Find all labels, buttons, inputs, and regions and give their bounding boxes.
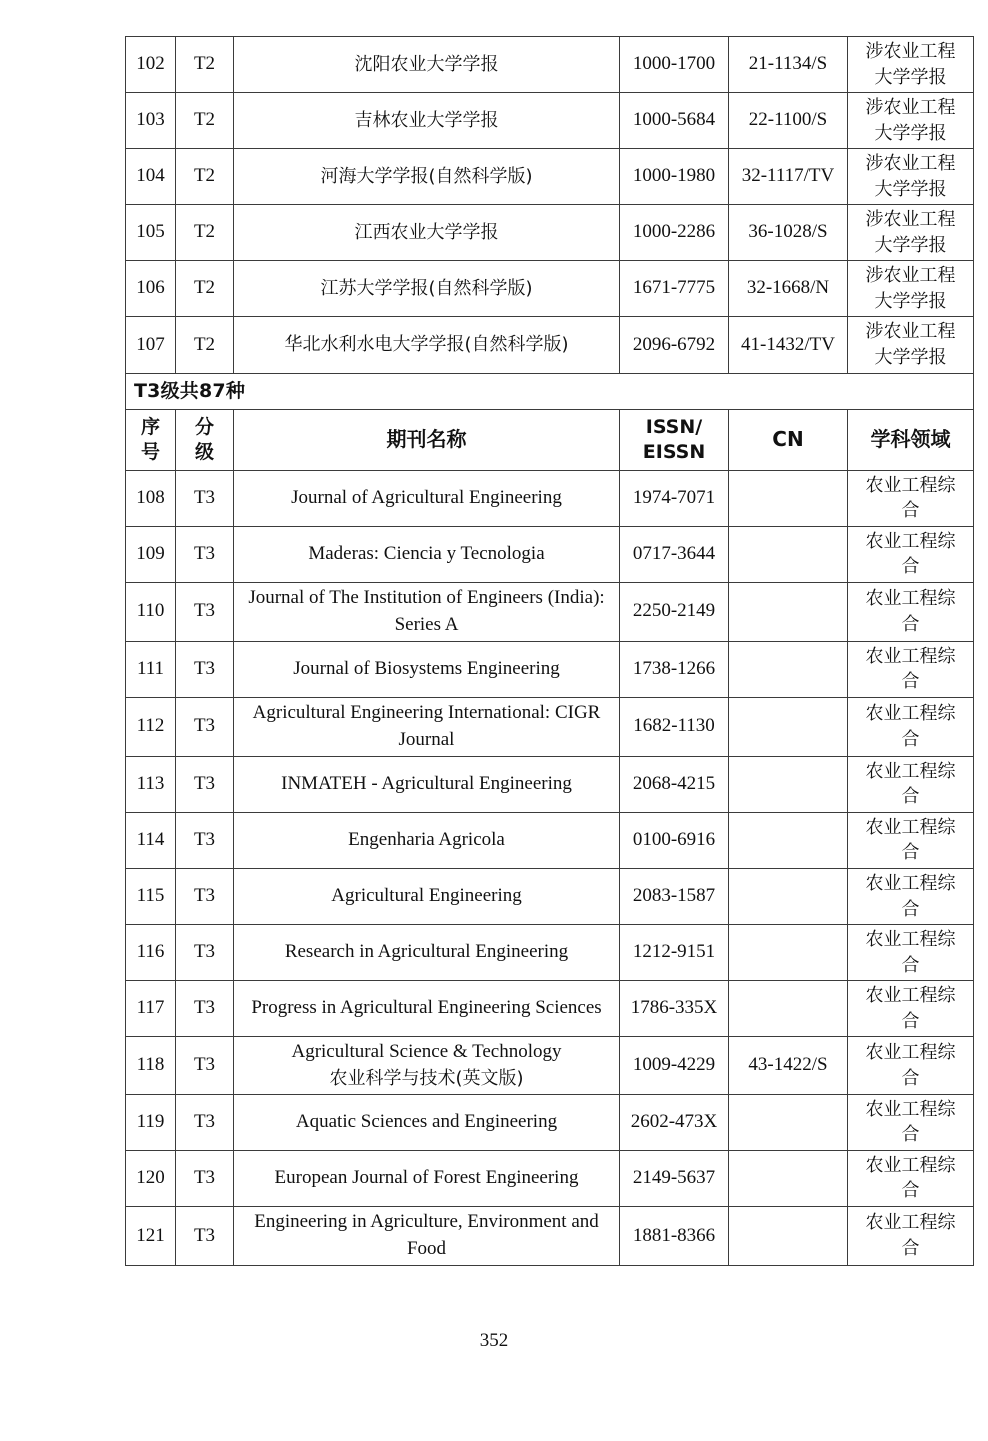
- section-title-row: [126, 373, 974, 409]
- cell-sequence-number: 115: [126, 869, 176, 925]
- cell-cn-number: 21-1134/S: [729, 37, 848, 93]
- cell-cn-number: [729, 756, 848, 812]
- cell-issn: 2083-1587: [620, 869, 729, 925]
- cell-grade-level: T3: [176, 1094, 234, 1150]
- multiline-text: [851, 759, 970, 810]
- cell-issn: 0100-6916: [620, 812, 729, 868]
- text-line: 大学学报: [874, 178, 947, 200]
- multiline-text: [851, 1040, 970, 1091]
- text-line: 农业工程综: [865, 873, 956, 895]
- cell-subject-field: [848, 37, 974, 93]
- cell-subject-field: [848, 981, 974, 1037]
- text-line: 涉农业工程: [865, 97, 956, 119]
- text-line: 农业工程综: [865, 1098, 956, 1120]
- text-line: 合: [901, 842, 920, 864]
- cell-subject-field: [848, 925, 974, 981]
- table-row: [126, 149, 974, 205]
- cell-grade-level: T2: [176, 317, 234, 373]
- cell-journal-name: Maderas: Ciencia y Tecnologia: [234, 526, 620, 582]
- text-line: 合: [901, 1180, 920, 1202]
- cell-grade-level: T2: [176, 205, 234, 261]
- multiline-text: [851, 815, 970, 866]
- text-line: 涉农业工程: [865, 153, 956, 175]
- text-line: 合: [901, 728, 920, 750]
- text-line: 大学学报: [874, 66, 947, 88]
- cell-issn: 1000-5684: [620, 93, 729, 149]
- multiline-text: [851, 586, 970, 637]
- cell-issn: 2149-5637: [620, 1150, 729, 1206]
- cell-subject-field: [848, 261, 974, 317]
- text-line: EISSN: [642, 440, 706, 463]
- cell-journal-name: 江苏大学学报(自然科学版): [234, 261, 620, 317]
- table-row: [126, 582, 974, 641]
- cell-cn-number: [729, 526, 848, 582]
- cell-issn: 1974-7071: [620, 470, 729, 526]
- text-line: 序: [140, 415, 160, 438]
- cell-journal-name: 吉林农业大学学报: [234, 93, 620, 149]
- cell-grade-level: T2: [176, 37, 234, 93]
- cell-journal-name: [234, 1037, 620, 1095]
- cell-grade-level: T3: [176, 756, 234, 812]
- cell-grade-level: T3: [176, 1150, 234, 1206]
- cell-issn: 1786-335X: [620, 981, 729, 1037]
- table-row: [126, 697, 974, 756]
- text-line: Food: [406, 1237, 447, 1259]
- cell-issn: 1009-4229: [620, 1037, 729, 1095]
- cell-issn: 1000-1980: [620, 149, 729, 205]
- cell-cn-number: [729, 812, 848, 868]
- cell-grade-level: T3: [176, 641, 234, 697]
- text-line: 合: [901, 556, 920, 578]
- cell-grade-level: T3: [176, 869, 234, 925]
- table-row: [126, 93, 974, 149]
- text-line: 合: [901, 613, 920, 635]
- cell-grade-level: T2: [176, 149, 234, 205]
- multiline-text: [851, 701, 970, 752]
- multiline-text: [851, 95, 970, 146]
- text-line: 号: [140, 440, 160, 463]
- cell-sequence-number: 110: [126, 582, 176, 641]
- multiline-text: [179, 415, 230, 465]
- text-line: 农业工程综: [865, 1212, 956, 1234]
- cell-subject-field: [848, 526, 974, 582]
- cell-issn: 1212-9151: [620, 925, 729, 981]
- table-row: [126, 526, 974, 582]
- text-line: Journal: [398, 728, 455, 750]
- cell-sequence-number: 117: [126, 981, 176, 1037]
- cell-grade-level: T3: [176, 1207, 234, 1266]
- multiline-text: [851, 263, 970, 314]
- cell-cn-number: 43-1422/S: [729, 1037, 848, 1095]
- text-line: 农业工程综: [865, 530, 956, 552]
- cell-grade-level: T2: [176, 261, 234, 317]
- cell-sequence-number: 114: [126, 812, 176, 868]
- table-row: [126, 641, 974, 697]
- cell-grade-level: T3: [176, 1037, 234, 1095]
- cell-cn-number: [729, 869, 848, 925]
- cell-cn-number: [729, 981, 848, 1037]
- multiline-text: [623, 415, 725, 465]
- cell-issn: 1671-7775: [620, 261, 729, 317]
- multiline-text: [851, 1153, 970, 1204]
- cell-grade-level: T3: [176, 925, 234, 981]
- page-number: 352: [479, 1330, 509, 1351]
- text-line: 合: [901, 954, 920, 976]
- cell-cn-number: 32-1668/N: [729, 261, 848, 317]
- text-line: 农业工程综: [865, 645, 956, 667]
- cell-sequence-number: 120: [126, 1150, 176, 1206]
- cell-issn: 1000-1700: [620, 37, 729, 93]
- text-line: 农业工程综: [865, 929, 956, 951]
- text-line: 农业工程综: [865, 474, 956, 496]
- text-line: 农业工程综: [865, 1154, 956, 1176]
- text-line: Series A: [394, 613, 459, 635]
- cell-sequence-number: 119: [126, 1094, 176, 1150]
- column-header-seq: [126, 409, 176, 470]
- cell-sequence-number: 105: [126, 205, 176, 261]
- text-line: 合: [901, 671, 920, 693]
- cell-journal-name: Journal of Agricultural Engineering: [234, 470, 620, 526]
- text-line: 合: [901, 786, 920, 808]
- cell-grade-level: T3: [176, 697, 234, 756]
- text-line: Engineering in Agriculture, Environment and: [254, 1211, 599, 1233]
- cell-journal-name: 沈阳农业大学学报: [234, 37, 620, 93]
- cell-journal-name: Aquatic Sciences and Engineering: [234, 1094, 620, 1150]
- cell-cn-number: 32-1117/TV: [729, 149, 848, 205]
- cell-grade-level: T3: [176, 526, 234, 582]
- table-row: [126, 37, 974, 93]
- multiline-text: [851, 1097, 970, 1148]
- cell-sequence-number: 121: [126, 1207, 176, 1266]
- cell-sequence-number: 112: [126, 697, 176, 756]
- multiline-text: [851, 39, 970, 90]
- cell-subject-field: [848, 205, 974, 261]
- text-line: 合: [901, 1010, 920, 1032]
- text-line: 涉农业工程: [865, 41, 956, 62]
- cell-cn-number: [729, 697, 848, 756]
- cell-grade-level: T3: [176, 582, 234, 641]
- cell-cn-number: [729, 1094, 848, 1150]
- cell-subject-field: [848, 756, 974, 812]
- cell-journal-name: Journal of Biosystems Engineering: [234, 641, 620, 697]
- cell-journal-name: 华北水利水电大学学报(自然科学版): [234, 317, 620, 373]
- table-row: [126, 1150, 974, 1206]
- text-line: 农业工程综: [865, 588, 956, 610]
- cell-sequence-number: 106: [126, 261, 176, 317]
- text-line: 涉农业工程: [865, 265, 956, 287]
- multiline-text: [851, 473, 970, 524]
- section-title: T3级共87种: [126, 373, 974, 409]
- cell-sequence-number: 103: [126, 93, 176, 149]
- column-header-row: [126, 409, 974, 470]
- text-line: 合: [901, 1067, 920, 1089]
- cell-issn: 1881-8366: [620, 1207, 729, 1266]
- table-row: [126, 261, 974, 317]
- text-line: 大学学报: [874, 347, 947, 369]
- cell-subject-field: [848, 470, 974, 526]
- cell-issn: 2602-473X: [620, 1094, 729, 1150]
- cell-journal-name: INMATEH - Agricultural Engineering: [234, 756, 620, 812]
- column-header-name: 期刊名称: [234, 409, 620, 470]
- multiline-text: [851, 983, 970, 1034]
- cell-sequence-number: 102: [126, 37, 176, 93]
- multiline-text: [851, 529, 970, 580]
- cell-issn: 1738-1266: [620, 641, 729, 697]
- cell-sequence-number: 113: [126, 756, 176, 812]
- cell-subject-field: [848, 641, 974, 697]
- table-row: [126, 317, 974, 373]
- multiline-text: [237, 1039, 616, 1092]
- cell-cn-number: 36-1028/S: [729, 205, 848, 261]
- cell-cn-number: 22-1100/S: [729, 93, 848, 149]
- cell-sequence-number: 109: [126, 526, 176, 582]
- cell-journal-name: [234, 582, 620, 641]
- column-header-issn: [620, 409, 729, 470]
- table-row: [126, 756, 974, 812]
- text-line: 合: [901, 898, 920, 920]
- text-line: 农业工程综: [865, 816, 956, 838]
- cell-sequence-number: 116: [126, 925, 176, 981]
- cell-journal-name: 河海大学学报(自然科学版): [234, 149, 620, 205]
- cell-subject-field: [848, 1207, 974, 1266]
- text-line: ISSN/: [645, 415, 703, 438]
- text-line: 合: [901, 1124, 920, 1146]
- cell-sequence-number: 111: [126, 641, 176, 697]
- cell-journal-name: Agricultural Engineering: [234, 869, 620, 925]
- cell-issn: 2096-6792: [620, 317, 729, 373]
- cell-sequence-number: 108: [126, 470, 176, 526]
- journal-list-table: [125, 36, 974, 1266]
- cell-sequence-number: 118: [126, 1037, 176, 1095]
- text-line: 农业工程综: [865, 985, 956, 1007]
- multiline-text: [851, 644, 970, 695]
- text-line: 级: [194, 440, 214, 463]
- multiline-text: [851, 151, 970, 202]
- cell-subject-field: [848, 582, 974, 641]
- table-row: [126, 470, 974, 526]
- cell-cn-number: [729, 470, 848, 526]
- table-row: [126, 925, 974, 981]
- cell-subject-field: [848, 869, 974, 925]
- cell-sequence-number: 104: [126, 149, 176, 205]
- cell-issn: 2250-2149: [620, 582, 729, 641]
- cell-issn: 2068-4215: [620, 756, 729, 812]
- text-line: 合: [901, 500, 920, 522]
- cell-grade-level: T2: [176, 93, 234, 149]
- cell-subject-field: [848, 317, 974, 373]
- cell-subject-field: [848, 1094, 974, 1150]
- column-header-field: 学科领域: [848, 409, 974, 470]
- multiline-text: [851, 319, 970, 370]
- cell-cn-number: [729, 1150, 848, 1206]
- table-row: [126, 812, 974, 868]
- cell-grade-level: T3: [176, 812, 234, 868]
- cell-issn: 1000-2286: [620, 205, 729, 261]
- cell-journal-name: Engenharia Agricola: [234, 812, 620, 868]
- cell-subject-field: [848, 812, 974, 868]
- cell-subject-field: [848, 93, 974, 149]
- cell-journal-name: [234, 697, 620, 756]
- text-line: 大学学报: [874, 234, 947, 256]
- table-row: [126, 1094, 974, 1150]
- cell-grade-level: T3: [176, 470, 234, 526]
- text-line: 涉农业工程: [865, 209, 956, 231]
- multiline-text: [129, 415, 172, 465]
- table-row: [126, 869, 974, 925]
- column-header-cn: CN: [729, 409, 848, 470]
- text-line: 合: [901, 1237, 920, 1259]
- table-row: [126, 205, 974, 261]
- text-line: Journal of The Institution of Engineers (India):: [248, 586, 605, 608]
- cell-issn: 0717-3644: [620, 526, 729, 582]
- cell-cn-number: [729, 925, 848, 981]
- text-line: 农业工程综: [865, 703, 956, 725]
- cell-cn-number: [729, 641, 848, 697]
- cell-cn-number: [729, 1207, 848, 1266]
- text-line: 农业工程综: [865, 1042, 956, 1064]
- column-header-level: [176, 409, 234, 470]
- multiline-text: [851, 871, 970, 922]
- cell-cn-number: [729, 582, 848, 641]
- cell-journal-name: European Journal of Forest Engineering: [234, 1150, 620, 1206]
- multiline-text: [851, 1210, 970, 1261]
- cell-grade-level: T3: [176, 981, 234, 1037]
- cell-subject-field: [848, 1037, 974, 1095]
- table-row: [126, 1037, 974, 1095]
- cell-journal-name: 江西农业大学学报: [234, 205, 620, 261]
- cell-subject-field: [848, 149, 974, 205]
- multiline-text: [237, 1209, 616, 1263]
- text-line: 大学学报: [874, 122, 947, 144]
- journal-table-body: [126, 37, 974, 1266]
- text-line: 分: [194, 415, 214, 438]
- text-line: 大学学报: [874, 290, 947, 312]
- multiline-text: [851, 207, 970, 258]
- cell-journal-name: [234, 1207, 620, 1266]
- text-line: 农业工程综: [865, 760, 956, 782]
- table-row: [126, 1207, 974, 1266]
- multiline-text: [237, 700, 616, 754]
- multiline-text: [851, 927, 970, 978]
- text-line: 涉农业工程: [865, 321, 956, 343]
- table-row: [126, 981, 974, 1037]
- text-line: 农业科学与技术(英文版): [329, 1068, 524, 1090]
- cell-issn: 1682-1130: [620, 697, 729, 756]
- multiline-text: [237, 585, 616, 639]
- text-line: Agricultural Engineering International: CIGR: [252, 701, 601, 723]
- text-line: Agricultural Science & Technology: [291, 1041, 562, 1063]
- cell-subject-field: [848, 1150, 974, 1206]
- cell-cn-number: 41-1432/TV: [729, 317, 848, 373]
- cell-journal-name: Research in Agricultural Engineering: [234, 925, 620, 981]
- cell-journal-name: Progress in Agricultural Engineering Sciences: [234, 981, 620, 1037]
- cell-sequence-number: 107: [126, 317, 176, 373]
- cell-subject-field: [848, 697, 974, 756]
